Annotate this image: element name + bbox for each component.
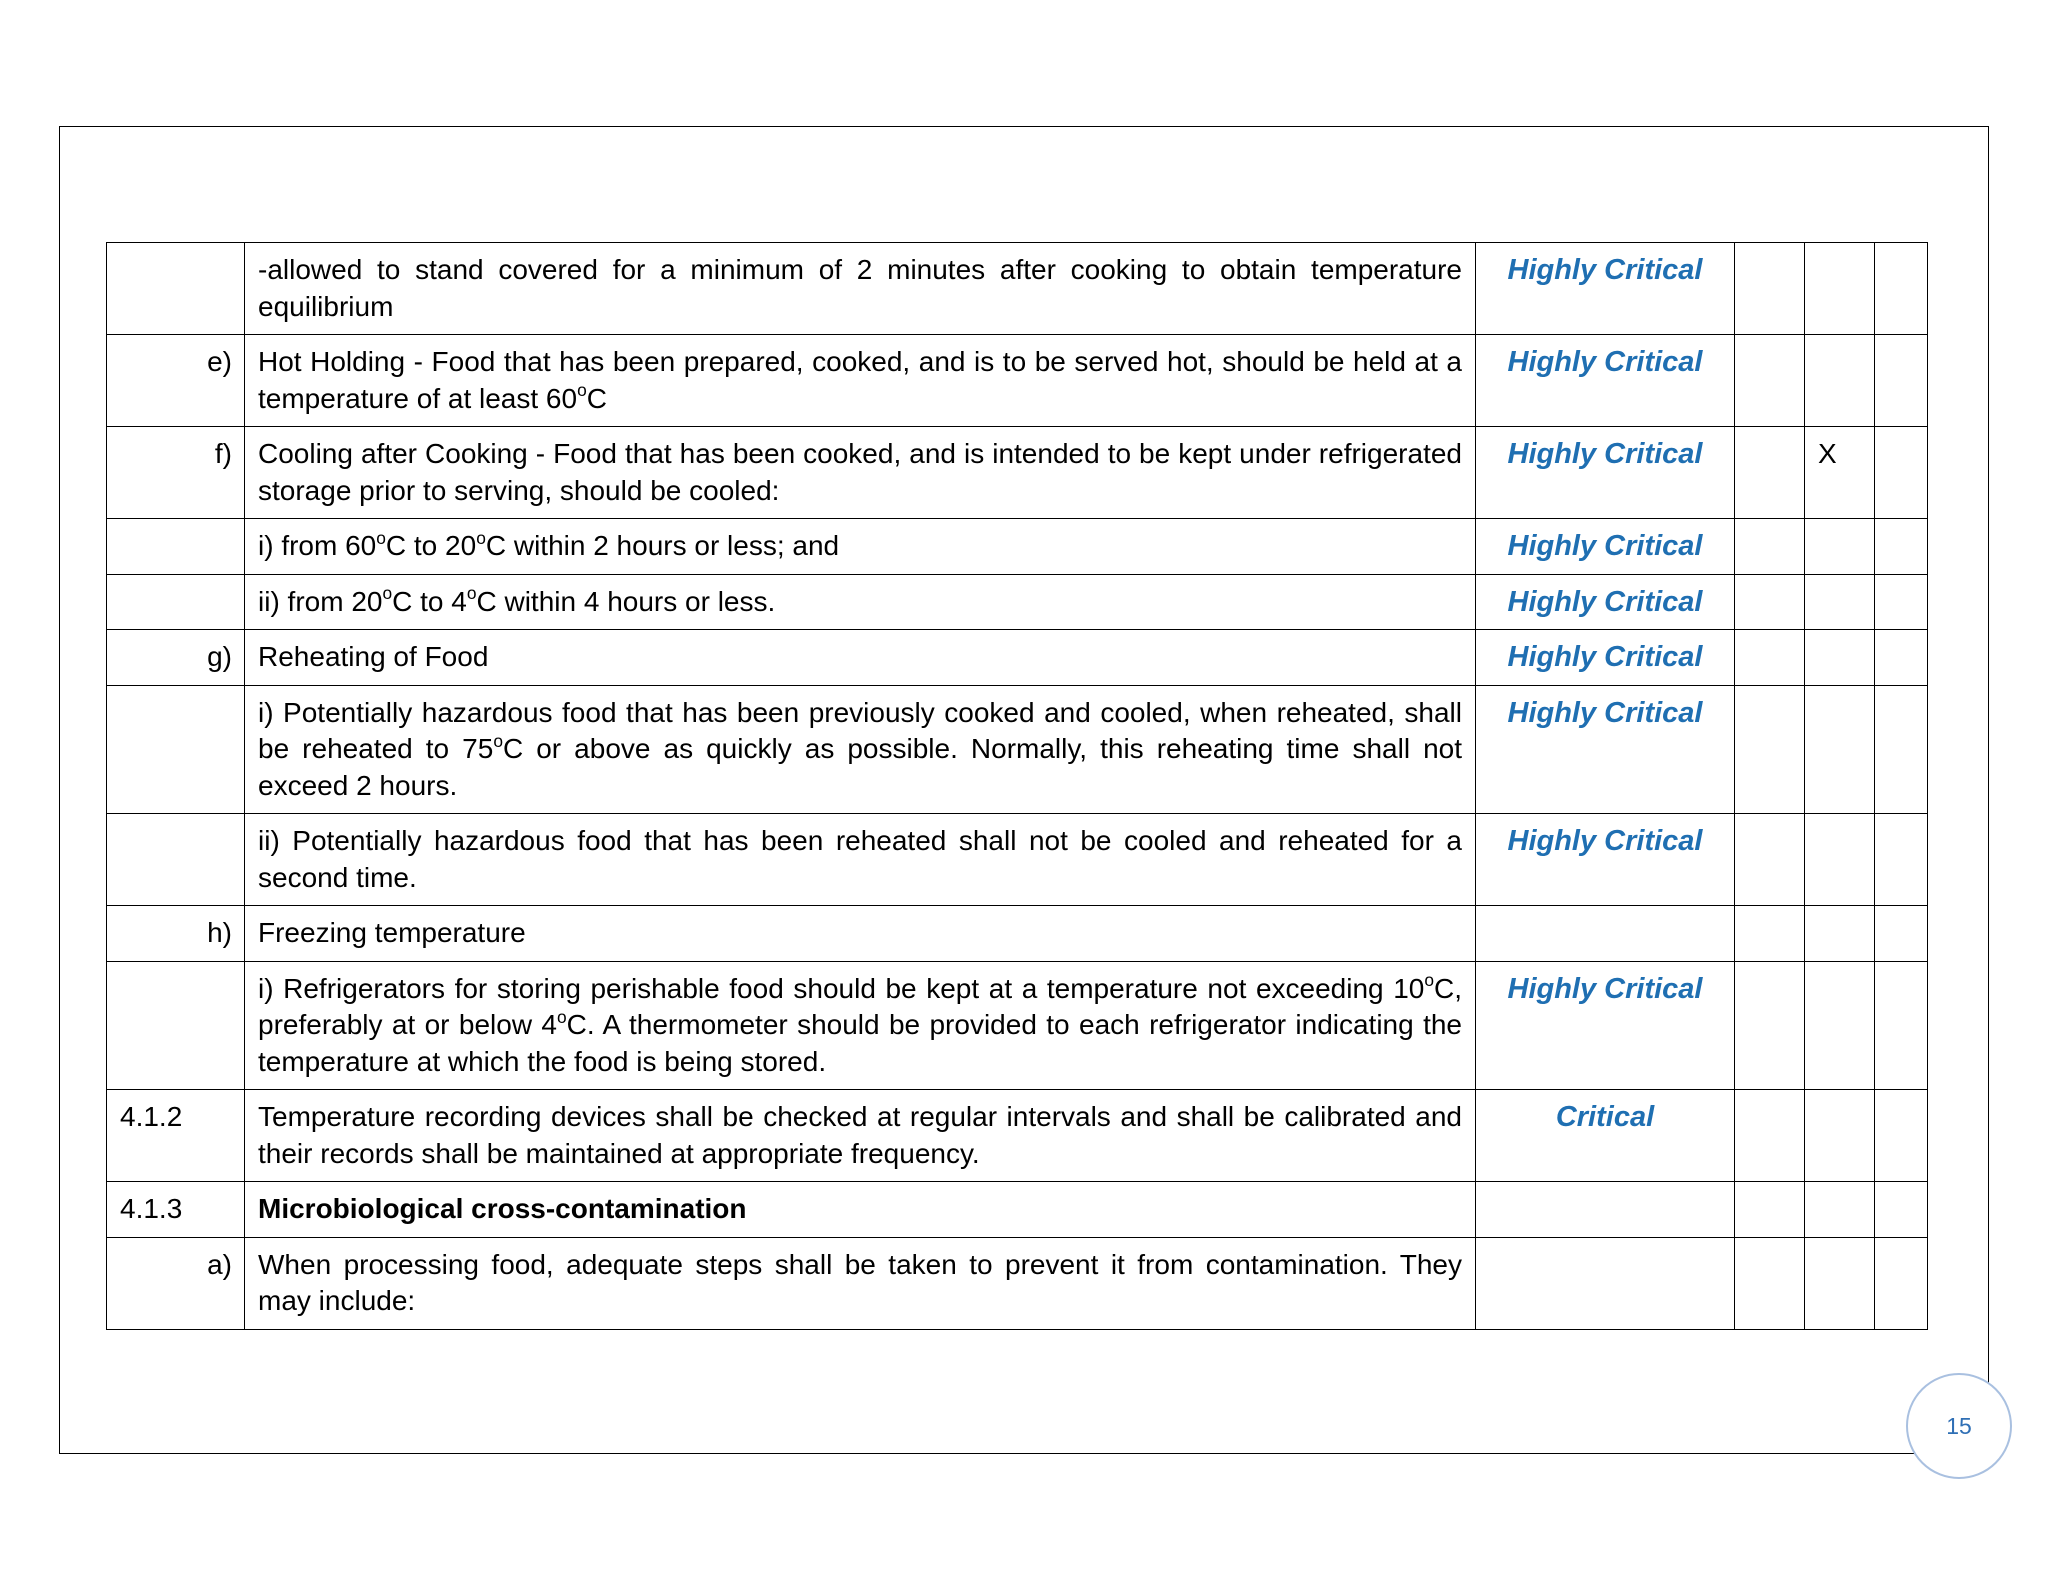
check-cell-3 bbox=[1875, 630, 1928, 686]
check-cell-1 bbox=[1735, 519, 1805, 575]
criticality-label: Highly Critical bbox=[1476, 814, 1735, 906]
item-number bbox=[107, 519, 245, 575]
check-cell-1 bbox=[1735, 335, 1805, 427]
item-number: h) bbox=[107, 906, 245, 962]
item-description: ii) from 20$^o$C to 4$^o$C within 4 hours or less. bbox=[245, 574, 1476, 630]
criticality-label: Highly Critical bbox=[1476, 630, 1735, 686]
item-description: Temperature recording devices shall be checked at regular intervals and shall be calibrated and their records shall be maintained at appropriate frequency. bbox=[245, 1090, 1476, 1182]
criticality-label: Highly Critical bbox=[1476, 335, 1735, 427]
criticality-label: Highly Critical bbox=[1476, 685, 1735, 814]
item-number bbox=[107, 243, 245, 335]
criticality-label: Highly Critical bbox=[1476, 961, 1735, 1090]
check-cell-2 bbox=[1805, 1182, 1875, 1238]
criticality-label bbox=[1476, 906, 1735, 962]
item-description: i) Refrigerators for storing perishable food should be kept at a temperature not exceeding 10$^o$C, preferably at or below 4$^o$C. A thermometer should be provided to each refrigerator indicating the temperature at which the food is being stored. bbox=[245, 961, 1476, 1090]
criticality-label bbox=[1476, 1237, 1735, 1329]
item-description: Hot Holding - Food that has been prepared, cooked, and is to be served hot, should be held at a temperature of at least 60$^o$C bbox=[245, 335, 1476, 427]
check-cell-1 bbox=[1735, 1237, 1805, 1329]
table-row bbox=[107, 1182, 1928, 1238]
check-cell-3 bbox=[1875, 427, 1928, 519]
check-cell-2 bbox=[1805, 961, 1875, 1090]
page-number: 15 bbox=[1906, 1373, 2012, 1479]
check-cell-1 bbox=[1735, 906, 1805, 962]
table-row bbox=[107, 814, 1928, 906]
check-cell-3 bbox=[1875, 519, 1928, 575]
check-cell-3 bbox=[1875, 1090, 1928, 1182]
check-cell-2 bbox=[1805, 1237, 1875, 1329]
check-cell-2 bbox=[1805, 574, 1875, 630]
item-number bbox=[107, 961, 245, 1090]
item-description: ii) Potentially hazardous food that has been reheated shall not be cooled and reheated for a second time. bbox=[245, 814, 1476, 906]
check-cell-2 bbox=[1805, 1090, 1875, 1182]
table-row bbox=[107, 906, 1928, 962]
check-cell-2 bbox=[1805, 814, 1875, 906]
check-cell-3 bbox=[1875, 814, 1928, 906]
criticality-label: Highly Critical bbox=[1476, 243, 1735, 335]
criticality-label bbox=[1476, 1182, 1735, 1238]
check-cell-1 bbox=[1735, 685, 1805, 814]
item-number: f) bbox=[107, 427, 245, 519]
criticality-label: Highly Critical bbox=[1476, 519, 1735, 575]
criticality-label: Highly Critical bbox=[1476, 427, 1735, 519]
check-cell-3 bbox=[1875, 906, 1928, 962]
table-row bbox=[107, 574, 1928, 630]
table-row bbox=[107, 685, 1928, 814]
check-cell-3 bbox=[1875, 961, 1928, 1090]
check-cell-1 bbox=[1735, 574, 1805, 630]
item-number: 4.1.3 bbox=[107, 1182, 245, 1238]
criticality-label: Critical bbox=[1476, 1090, 1735, 1182]
table-row bbox=[107, 335, 1928, 427]
table-row bbox=[107, 1237, 1928, 1329]
check-cell-3 bbox=[1875, 1237, 1928, 1329]
table-row bbox=[107, 427, 1928, 519]
check-cell-2 bbox=[1805, 685, 1875, 814]
item-number: 4.1.2 bbox=[107, 1090, 245, 1182]
check-cell-3 bbox=[1875, 335, 1928, 427]
check-cell-1 bbox=[1735, 1182, 1805, 1238]
criticality-label: Highly Critical bbox=[1476, 574, 1735, 630]
check-cell-3 bbox=[1875, 685, 1928, 814]
table-row bbox=[107, 243, 1928, 335]
check-cell-1 bbox=[1735, 1090, 1805, 1182]
check-cell-2 bbox=[1805, 519, 1875, 575]
check-cell-1 bbox=[1735, 961, 1805, 1090]
item-description: Reheating of Food bbox=[245, 630, 1476, 686]
item-number bbox=[107, 814, 245, 906]
item-number: e) bbox=[107, 335, 245, 427]
item-description: i) from 60$^o$C to 20$^o$C within 2 hours or less; and bbox=[245, 519, 1476, 575]
table-row bbox=[107, 630, 1928, 686]
check-cell-1 bbox=[1735, 630, 1805, 686]
section-heading: Microbiological cross-contamination bbox=[245, 1182, 1476, 1238]
check-cell-3 bbox=[1875, 1182, 1928, 1238]
check-cell-2: X bbox=[1805, 427, 1875, 519]
item-description: When processing food, adequate steps shall be taken to prevent it from contamination. They may include: bbox=[245, 1237, 1476, 1329]
item-number bbox=[107, 574, 245, 630]
item-description: -allowed to stand covered for a minimum of 2 minutes after cooking to obtain temperature equilibrium bbox=[245, 243, 1476, 335]
item-description: Freezing temperature bbox=[245, 906, 1476, 962]
check-cell-2 bbox=[1805, 335, 1875, 427]
table-row bbox=[107, 1090, 1928, 1182]
check-cell-3 bbox=[1875, 243, 1928, 335]
check-cell-2 bbox=[1805, 906, 1875, 962]
check-cell-2 bbox=[1805, 630, 1875, 686]
table-row bbox=[107, 519, 1928, 575]
checklist-table bbox=[106, 242, 1928, 1330]
item-number bbox=[107, 685, 245, 814]
check-cell-1 bbox=[1735, 243, 1805, 335]
check-cell-1 bbox=[1735, 814, 1805, 906]
item-description: Cooling after Cooking - Food that has been cooked, and is intended to be kept under refrigerated storage prior to serving, should be cooled: bbox=[245, 427, 1476, 519]
table-row bbox=[107, 961, 1928, 1090]
item-description: i) Potentially hazardous food that has been previously cooked and cooled, when reheated, shall be reheated to 75$^o$C or above as quickly as possible. Normally, this reheating time shall not exceed 2 hours. bbox=[245, 685, 1476, 814]
item-number: a) bbox=[107, 1237, 245, 1329]
check-cell-3 bbox=[1875, 574, 1928, 630]
item-number: g) bbox=[107, 630, 245, 686]
check-cell-1 bbox=[1735, 427, 1805, 519]
check-cell-2 bbox=[1805, 243, 1875, 335]
